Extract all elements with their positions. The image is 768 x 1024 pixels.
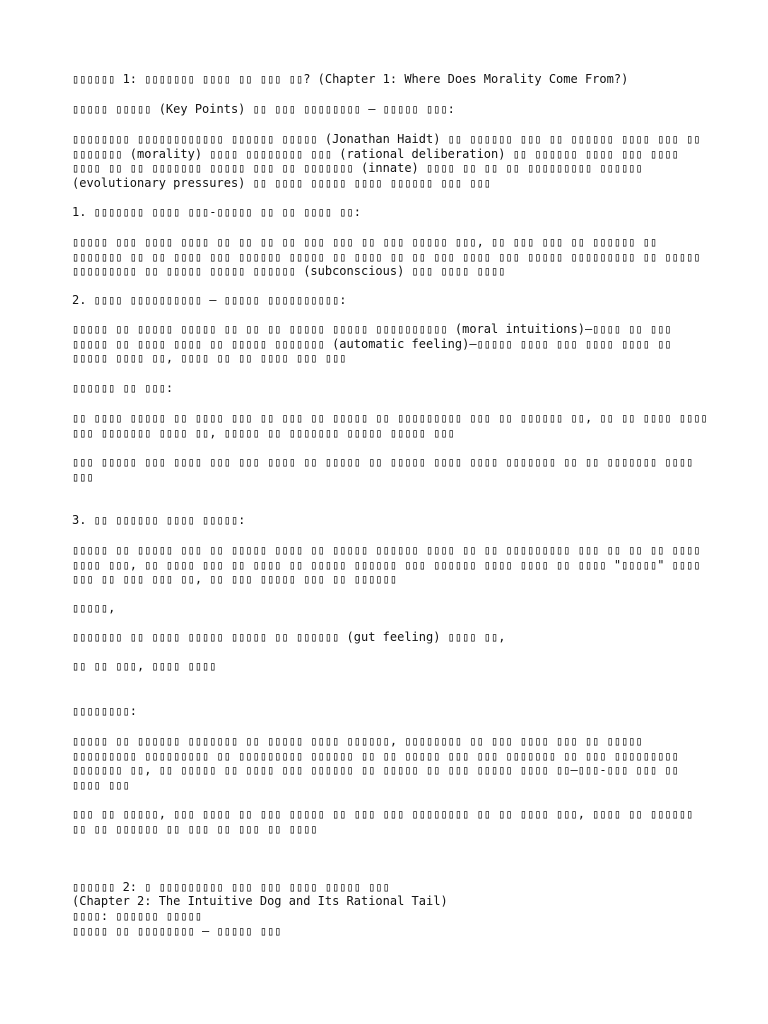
point-3-heading: 3. ▯▯ ▯▯▯▯▯▯ ▯▯▯▯ ▯▯▯▯▯: — [72, 513, 246, 527]
example-paragraph-2: ▯▯▯ ▯▯▯▯▯ ▯▯▯ ▯▯▯▯ ▯▯▯ ▯▯▯ ▯▯▯▯ ▯▯ ▯▯▯▯▯ ▯▯ ▯▯▯▯▯ ▯▯▯▯ ▯▯▯▯ ▯▯▯▯▯▯▯ ▯▯ ▯▯ ▯▯▯▯▯▯▯ ▯▯▯▯ ▯▯▯ — [72, 455, 701, 484]
quote-line-a: ▯▯▯▯▯, — [72, 601, 116, 615]
point-2-heading: 2. ▯▯▯▯ ▯▯▯▯▯▯▯▯▯▯ – ▯▯▯▯▯ ▯▯▯▯▯▯▯▯▯▯: — [72, 293, 347, 307]
quote-line-b: ▯▯▯▯▯▯▯ ▯▯ ▯▯▯▯ ▯▯▯▯▯ ▯▯▯▯▯ ▯▯ ▯▯▯▯▯▯ (gut feeling) ▯▯▯▯ ▯▯, — [72, 630, 506, 644]
quote-line-c: ▯▯ ▯▯ ▯▯▯, ▯▯▯▯ ▯▯▯▯ — [72, 659, 217, 673]
point-1-paragraph: ▯▯▯▯▯ ▯▯▯ ▯▯▯▯ ▯▯▯▯ ▯▯ ▯▯ ▯▯ ▯▯ ▯▯▯ ▯▯▯ ▯▯ ▯▯▯ ▯▯▯▯▯ ▯▯▯, ▯▯ ▯▯▯ ▯▯▯ ▯▯ ▯▯▯▯▯▯ ▯▯ ▯▯▯▯▯▯▯ ▯▯ ▯▯ ▯▯▯▯ ▯▯▯ ▯▯▯▯▯▯ ▯▯▯▯▯ ▯▯ ▯▯▯▯ ▯▯ ▯▯ ▯▯▯ ▯▯▯▯ ▯▯▯ ▯▯▯▯▯ ▯▯▯▯▯▯▯▯▯ ▯▯ ▯▯▯▯▯ ▯▯▯▯▯▯▯▯▯ ▯▯ ▯▯▯▯▯ ▯▯▯▯▯ ▯▯▯▯▯▯ (subconscious) ▯▯▯ ▯▯▯▯ ▯▯▯▯ — [72, 235, 708, 278]
chapter-1-heading: ▯▯▯▯▯▯ 1: ▯▯▯▯▯▯▯ ▯▯▯▯ ▯▯ ▯▯▯ ▯▯? (Chapter 1: Where Does Morality Come From?) — [72, 72, 629, 86]
conclusion-paragraph-1: ▯▯▯▯▯ ▯▯ ▯▯▯▯▯▯ ▯▯▯▯▯▯▯ ▯▯ ▯▯▯▯▯ ▯▯▯▯ ▯▯▯▯▯▯, ▯▯▯▯▯▯▯▯ ▯▯ ▯▯▯ ▯▯▯▯ ▯▯▯ ▯▯ ▯▯▯▯▯ ▯▯▯▯▯▯▯▯▯ ▯▯▯▯▯▯▯▯▯ ▯▯ ▯▯▯▯▯▯▯▯▯ ▯▯▯▯▯▯ ▯▯ ▯▯ ▯▯▯▯▯ ▯▯▯ ▯▯▯ ▯▯▯▯▯▯▯ ▯▯ ▯▯▯ ▯▯▯▯▯▯▯▯▯ ▯▯▯▯▯▯▯ ▯▯, ▯▯ ▯▯▯▯▯ ▯▯ ▯▯▯▯ ▯▯▯ ▯▯▯▯▯▯ ▯▯ ▯▯▯▯▯ ▯▯ ▯▯▯ ▯▯▯▯▯ ▯▯▯▯ ▯▯—▯▯▯-▯▯▯ ▯▯▯ ▯▯ ▯▯▯▯ ▯▯▯ — [72, 734, 687, 792]
intro-paragraph: ▯▯▯▯▯▯▯▯ ▯▯▯▯▯▯▯▯▯▯▯▯ ▯▯▯▯▯▯ ▯▯▯▯▯ (Jonathan Haidt) ▯▯ ▯▯▯▯▯▯ ▯▯▯ ▯▯ ▯▯▯▯▯▯ ▯▯▯▯ ▯▯▯ ▯▯ ▯▯▯▯▯▯▯ (morality) ▯▯▯▯ ▯▯▯▯▯▯▯▯ ▯▯▯ (rational deliberation) ▯▯ ▯▯▯▯▯▯ ▯▯▯▯ ▯▯▯ ▯▯▯▯ ▯▯▯▯ ▯▯ ▯▯ ▯▯▯▯▯▯▯ ▯▯▯▯▯ ▯▯▯ ▯▯ ▯▯▯▯▯▯▯ (innate) ▯▯▯▯ ▯▯ ▯▯ ▯▯ ▯▯▯▯▯▯▯▯▯ ▯▯▯▯▯▯ (evolutionary pressures) ▯▯ ▯▯▯▯ ▯▯▯▯▯ ▯▯▯▯ ▯▯▯▯▯▯ ▯▯▯ ▯▯▯ — [72, 132, 708, 190]
chapter-2-author-line: ▯▯▯▯: ▯▯▯▯▯▯ ▯▯▯▯▯ — [72, 909, 203, 923]
point-2-paragraph: ▯▯▯▯▯ ▯▯ ▯▯▯▯▯ ▯▯▯▯▯ ▯▯ ▯▯ ▯▯ ▯▯▯▯▯ ▯▯▯▯▯ ▯▯▯▯▯▯▯▯▯▯ (moral intuitions)—▯▯▯▯ ▯▯ ▯▯▯ ▯▯▯▯▯ ▯▯ ▯▯▯▯ ▯▯▯▯ ▯▯ ▯▯▯▯▯ ▯▯▯▯▯▯▯ (automatic feeling)—▯▯▯▯▯ ▯▯▯▯ ▯▯▯ ▯▯▯▯ ▯▯▯▯ ▯▯ ▯▯▯▯▯ ▯▯▯▯ ▯▯, ▯▯▯▯ ▯▯ ▯▯ ▯▯▯▯ ▯▯▯ ▯▯▯ — [72, 322, 679, 365]
point-1-heading: 1. ▯▯▯▯▯▯▯ ▯▯▯▯ ▯▯▯-▯▯▯▯▯ ▯▯ ▯▯ ▯▯▯▯ ▯▯: — [72, 205, 361, 219]
conclusion-paragraph-2: ▯▯▯ ▯▯ ▯▯▯▯▯, ▯▯▯ ▯▯▯▯ ▯▯ ▯▯▯ ▯▯▯▯▯ ▯▯ ▯▯▯ ▯▯▯ ▯▯▯▯▯▯▯▯ ▯▯ ▯▯ ▯▯▯▯ ▯▯▯, ▯▯▯▯ ▯▯ ▯▯▯▯▯▯ ▯▯ ▯▯ ▯▯▯▯▯▯ ▯▯ ▯▯▯ ▯▯ ▯▯▯ ▯▯ ▯▯▯▯ — [72, 807, 701, 836]
example-label: ▯▯▯▯▯▯ ▯▯ ▯▯▯: — [72, 381, 174, 395]
conclusion-label: ▯▯▯▯▯▯▯▯: — [72, 704, 138, 718]
chapter-2-heading: ▯▯▯▯▯▯ 2: ▯ ▯▯▯▯▯▯▯▯▯ ▯▯▯ ▯▯▯ ▯▯▯▯ ▯▯▯▯▯ ▯▯▯ — [72, 880, 390, 894]
key-points-heading: ▯▯▯▯▯ ▯▯▯▯▯ (Key Points) ▯▯ ▯▯▯ ▯▯▯▯▯▯▯▯ – ▯▯▯▯▯ ▯▯▯: — [72, 102, 455, 116]
chapter-2-english-title: (Chapter 2: The Intuitive Dog and Its Rational Tail) — [72, 894, 448, 908]
point-3-paragraph: ▯▯▯▯▯ ▯▯ ▯▯▯▯▯ ▯▯▯ ▯▯ ▯▯▯▯▯ ▯▯▯▯ ▯▯ ▯▯▯▯▯ ▯▯▯▯▯▯ ▯▯▯▯ ▯▯ ▯▯ ▯▯▯▯▯▯▯▯▯ ▯▯▯ ▯▯ ▯▯ ▯▯ ▯▯▯▯ ▯▯▯▯ ▯▯▯, ▯▯ ▯▯▯▯ ▯▯▯ ▯▯ ▯▯▯▯ ▯▯ ▯▯▯▯▯ ▯▯▯▯▯▯ ▯▯▯ ▯▯▯▯▯▯ ▯▯▯▯ ▯▯▯▯ ▯▯ ▯▯▯▯ "▯▯▯▯▯" ▯▯▯▯ ▯▯▯ ▯▯ ▯▯▯ ▯▯▯ ▯▯, ▯▯ ▯▯▯ ▯▯▯▯▯ ▯▯▯ ▯▯ ▯▯▯▯▯▯ — [72, 543, 708, 586]
chapter-2-summary-line: ▯▯▯▯▯ ▯▯ ▯▯▯▯▯▯▯▯ – ▯▯▯▯▯ ▯▯▯ — [72, 924, 282, 938]
example-paragraph-1: ▯▯ ▯▯▯▯ ▯▯▯▯▯ ▯▯ ▯▯▯▯ ▯▯▯ ▯▯ ▯▯▯ ▯▯ ▯▯▯▯▯ ▯▯ ▯▯▯▯▯▯▯▯▯ ▯▯▯ ▯▯ ▯▯▯▯▯▯ ▯▯, ▯▯ ▯▯ ▯▯▯▯ ▯▯▯▯ ▯▯▯ ▯▯▯▯▯▯▯ ▯▯▯▯ ▯▯, ▯▯▯▯▯ ▯▯ ▯▯▯▯▯▯▯ ▯▯▯▯▯ ▯▯▯▯▯ ▯▯▯ — [72, 411, 715, 440]
